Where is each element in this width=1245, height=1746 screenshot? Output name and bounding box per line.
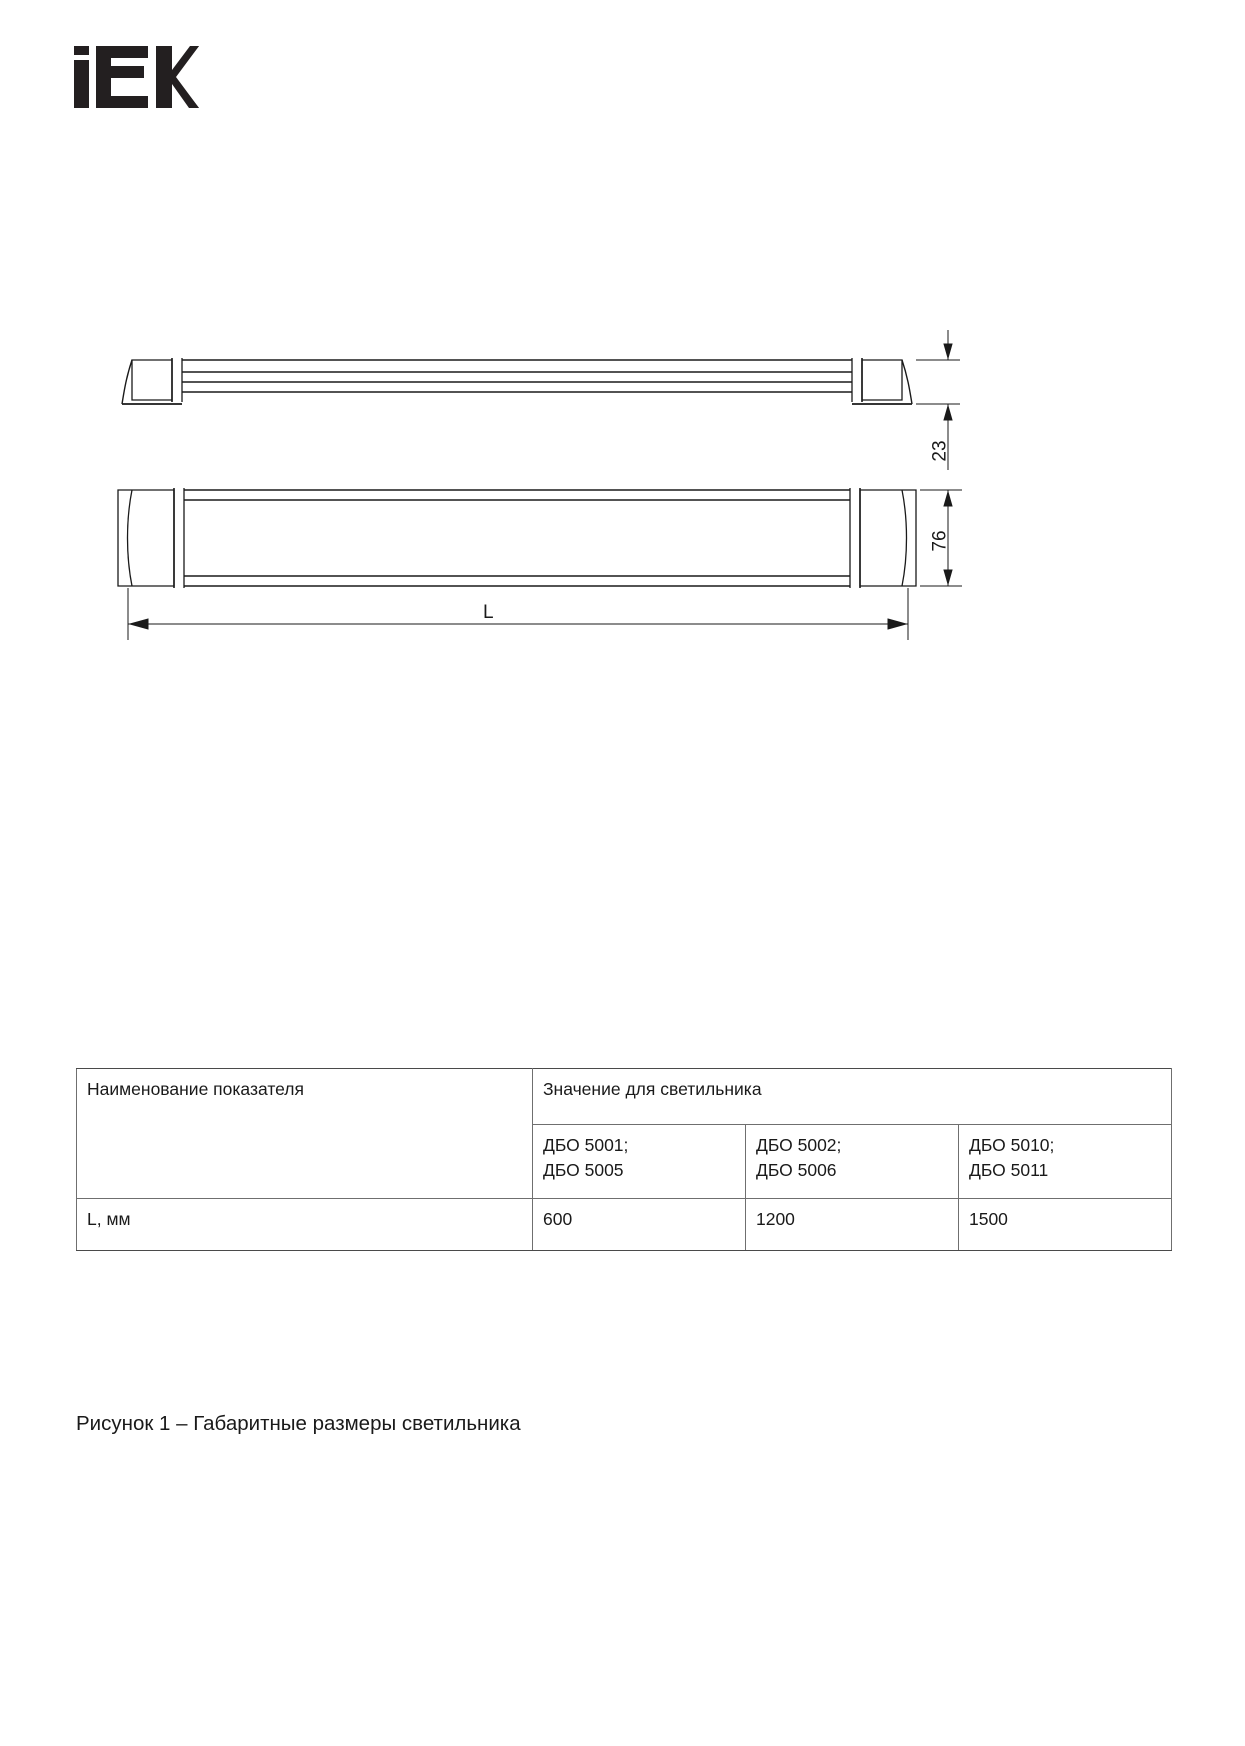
table-cell-length-600: 600 bbox=[532, 1199, 745, 1251]
dimension-height-76: 76 bbox=[929, 530, 951, 552]
figure-caption: Рисунок 1 – Габаритные размеры светильника bbox=[76, 1412, 521, 1435]
table-header-parameter: Наименование показателя bbox=[77, 1069, 533, 1199]
table-cell-parameter-label: L, мм bbox=[77, 1199, 533, 1251]
table-cell-length-1200: 1200 bbox=[745, 1199, 958, 1251]
table-cell-length-1500: 1500 bbox=[958, 1199, 1171, 1251]
table-cell-model-group-2: ДБО 5002; ДБО 5006 bbox=[745, 1125, 958, 1199]
table-row-header bbox=[77, 1069, 1172, 1125]
table-cell-model-group-1: ДБО 5001; ДБО 5005 bbox=[532, 1125, 745, 1199]
dimension-height-23: 23 bbox=[929, 440, 951, 462]
table-row bbox=[77, 1199, 1172, 1251]
table-header-value: Значение для светильника bbox=[532, 1069, 1171, 1125]
iek-logo bbox=[74, 46, 199, 108]
table-cell-model-group-3: ДБО 5010; ДБО 5011 bbox=[958, 1125, 1171, 1199]
specification-table bbox=[76, 1068, 1172, 1251]
dimension-length-L: L bbox=[483, 602, 494, 623]
